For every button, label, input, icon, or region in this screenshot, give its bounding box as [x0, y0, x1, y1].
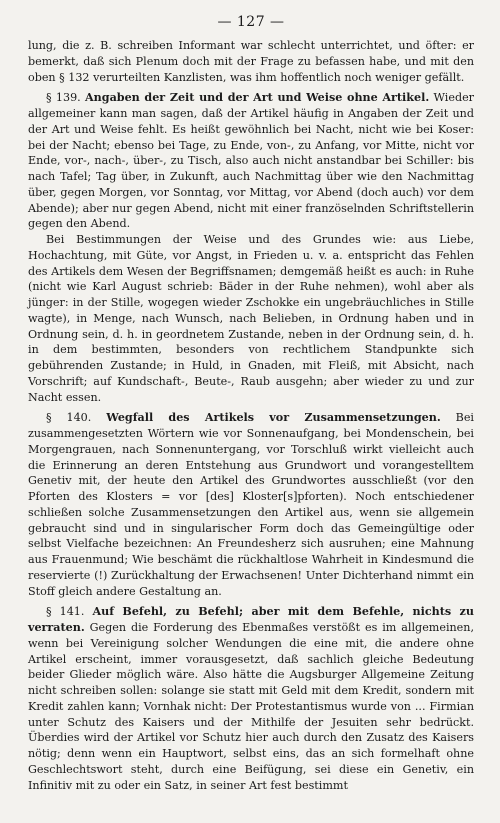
section-141 — [28, 604, 474, 793]
section-number: § 141. — [46, 605, 85, 619]
paragraph-text: Bei Bestimmungen der Weise und des Grundes wie: aus Liebe, Hochachtung, mit Güte, vor Angst, in Frieden u. v. a. entspricht das Fehlen des Artikels dem Wesen der Begriffsnamen; demgemäß heißt es auch: in Ruhe (nicht wie Karl August schrieb: Bäder in der Ruhe nehmen), wohl aber als jünger: in der Stille, wogegen wieder Zschokke ein ungebräuchliches in Stille wagte), in Menge, nach Wunsch, nach Belieben, in Ordnung haben und in Ordnung sein, d. h. in geordnetem Zustande, neben in der Ordnung sein, d. h. in dem bestimmten, besonders von rechtlichem Standpunkte sich gebührenden Zustande; in Huld, in Gnaden, mit Fleiß, mit Absicht, nach Vorschrift; auf Kundschaft-, Beute-, Raub ausgehn; aber wieder zu und zur Nacht essen. — [28, 233, 474, 404]
section-text: Gegen die Forderung des Ebenmaßes verstößt es im allgemeinen, wenn bei Vereinigung solcher Wendungen die eine mit, die andere ohne Artikel erscheint, immer vorausgesetzt, daß sachlich gleiche Bedeutung beider Glieder möglich wäre. Also hätte die Augsburger Allgemeine Zeitung nicht schreiben sollen: solange sie statt mit Geld mit dem Kredit, sondern mit Kredit zahlen kann; Vornhak nicht: Der Protestantismus wurde von ... Firmian unter Schutz des Kaisers und der Mithilfe der Jesuiten sehr bedrückt. Überdies wird der Artikel vor Schutz hier auch durch den Zusatz des Kaisers nötig; denn wenn ein Hauptwort, selbst eins, das an sich formelhaft ohne Geschlechtswort steht, durch eine Beifügung, sei diese ein Genetiv, ein Infinitiv mit zu oder ein Satz, in seiner Art fest bestimmt — [28, 621, 474, 792]
section-139 — [28, 90, 474, 232]
paragraph-continuation — [28, 38, 474, 85]
section-text: Wieder allgemeiner kann man sagen, daß der Artikel häufig in Angaben der Zeit und der Art und Weise fehlt. Es heißt gewöhnlich bei Nacht, nicht wie bei Koser: bei der Nacht; ebenso bei Tage, zu Ende, von-, zu Anfang, vor Mitte, nicht vor Ende, vor-, nach-, über-, zu Tisch, also auch nicht anstandbar bei Schiller: bis nach Tafel; Tag über, in Zukunft, auch Nachmittag über wie den Nachmittag über, gegen Morgen, vor Sonntag, vor Mittag, vor Abend (doch auch) vor dem Abende); aber nur gegen Abend, nicht mit einer französelnden Schriftstellerin gegen den Abend. — [28, 91, 475, 231]
section-title: Angaben der Zeit und der Art und Weise ohne Artikel. — [85, 91, 430, 105]
section-140 — [28, 410, 474, 599]
paragraph-weise-grund — [28, 232, 474, 405]
section-title: Wegfall des Artikels vor Zusammensetzungen. — [106, 411, 441, 425]
section-title: Auf Befehl, zu Befehl; aber mit dem Befehle, nichts zu verraten. — [28, 605, 474, 634]
paragraph-text: lung, die z. B. schreiben Informant war schlecht unterrichtet, und öfter: er bemerkt, daß sich Plenum doch mit der Frage zu befassen habe, und mit den oben § 132 verurteilten Kanzlisten, was ihm hoffentlich noch weniger gefällt. — [28, 39, 474, 84]
section-text: Bei zusammengesetzten Wörtern wie vor Sonnenaufgang, bei Mondenschein, bei Morgengrauen, nach Sonnenuntergang, vor Torschluß wirkt vielleicht auch die Erinnerung an deren Entstehung aus Grundwort und vorangestelltem Genetiv mit, der heute den Artikel des Grundwortes ausschließt (vor den Pforten des Klosters = vor [des] Kloster[s]pforten). Noch entschiedener schließen solche Zusammensetzungen den Artikel aus, wenn sie allgemein gebraucht sind und in singularischer Form doch das Gemeingültige oder selbst Vielfache bezeichnen: An Freundesherz sich ausruhen; eine Mahnung aus Frauenmund; Wie beschämt die rückhaltlose Wahrheit in Kindesmund die reservierte (!) Zurückhaltung der Erwachsenen! Unter Dichterhand nimmt ein Stoff gleich andere Gestaltung an. — [28, 411, 474, 598]
page-number: — 127 — — [217, 14, 285, 30]
section-number: § 140. — [46, 411, 92, 425]
section-number: § 139. — [46, 91, 81, 105]
